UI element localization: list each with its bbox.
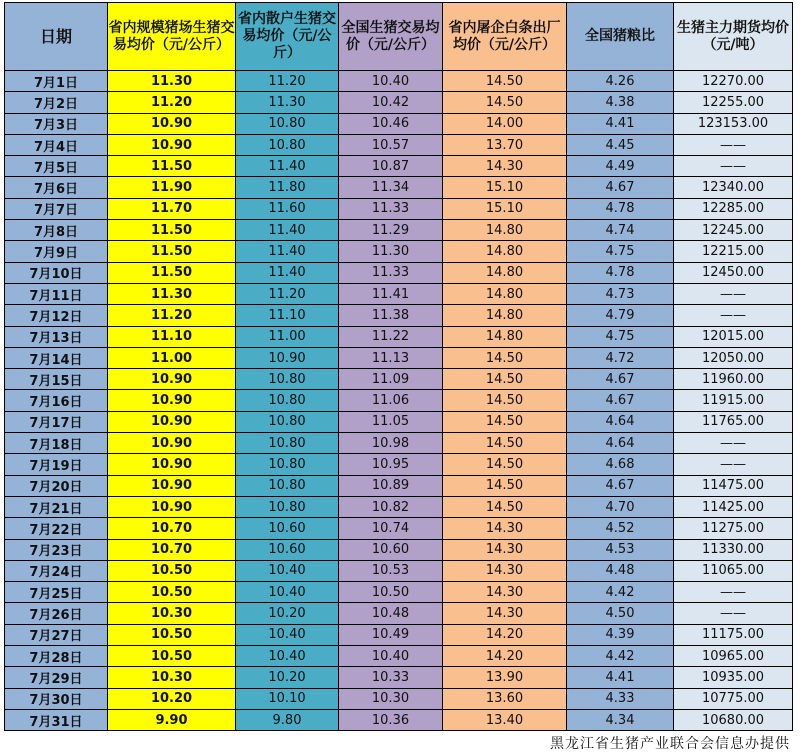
cell-retail-price: 11.80: [236, 177, 339, 198]
table-row: [5, 454, 793, 475]
cell-date: 7月4日: [5, 134, 108, 155]
cell-national-price: 10.82: [339, 496, 443, 517]
cell-futures-price: 10965.00: [674, 646, 793, 667]
cell-carcass-price: 14.30: [443, 539, 567, 560]
cell-retail-price: 11.10: [236, 305, 339, 326]
cell-futures-price: 12015.00: [674, 326, 793, 347]
cell-national-price: 10.40: [339, 71, 443, 92]
cell-futures-price: 12450.00: [674, 262, 793, 283]
cell-carcass-price: 15.10: [443, 177, 567, 198]
table-row: [5, 496, 793, 517]
cell-scale-farm-price: 10.70: [108, 539, 236, 560]
cell-date: 7月5日: [5, 156, 108, 177]
cell-futures-price: 123153.00: [674, 113, 793, 134]
table-row: [5, 283, 793, 304]
cell-scale-farm-price: 10.90: [108, 113, 236, 134]
cell-retail-price: 10.40: [236, 560, 339, 581]
cell-national-price: 11.38: [339, 305, 443, 326]
table-row: [5, 134, 793, 155]
cell-retail-price: 10.40: [236, 646, 339, 667]
cell-scale-farm-price: 10.90: [108, 411, 236, 432]
table-row: [5, 262, 793, 283]
cell-scale-farm-price: 10.90: [108, 454, 236, 475]
cell-scale-farm-price: 11.50: [108, 220, 236, 241]
cell-date: 7月20日: [5, 475, 108, 496]
table-row: [5, 667, 793, 688]
header-row: [5, 3, 793, 71]
cell-national-price: 11.05: [339, 411, 443, 432]
cell-carcass-price: 14.30: [443, 582, 567, 603]
cell-futures-price: ——: [674, 582, 793, 603]
table-row: [5, 603, 793, 624]
cell-retail-price: 10.80: [236, 433, 339, 454]
cell-carcass-price: 14.50: [443, 433, 567, 454]
table-row: [5, 177, 793, 198]
cell-national-price: 11.22: [339, 326, 443, 347]
cell-national-price: 11.34: [339, 177, 443, 198]
cell-futures-price: 10935.00: [674, 667, 793, 688]
header-scale-farm-price: 省内规模猪场生猪交易均价（元/公斤）: [108, 3, 236, 71]
cell-date: 7月28日: [5, 646, 108, 667]
cell-carcass-price: 14.30: [443, 560, 567, 581]
cell-date: 7月17日: [5, 411, 108, 432]
cell-national-price: 10.50: [339, 582, 443, 603]
cell-scale-farm-price: 11.00: [108, 347, 236, 368]
cell-date: 7月30日: [5, 688, 108, 709]
cell-pig-grain-ratio: 4.45: [567, 134, 674, 155]
cell-pig-grain-ratio: 4.50: [567, 603, 674, 624]
cell-retail-price: 11.20: [236, 71, 339, 92]
cell-carcass-price: 14.50: [443, 411, 567, 432]
cell-futures-price: 11425.00: [674, 496, 793, 517]
cell-pig-grain-ratio: 4.67: [567, 177, 674, 198]
cell-retail-price: 11.40: [236, 156, 339, 177]
cell-national-price: 10.48: [339, 603, 443, 624]
cell-date: 7月31日: [5, 709, 108, 730]
cell-national-price: 11.06: [339, 390, 443, 411]
cell-futures-price: 12340.00: [674, 177, 793, 198]
table-row: [5, 688, 793, 709]
cell-scale-farm-price: 11.30: [108, 71, 236, 92]
cell-retail-price: 10.40: [236, 582, 339, 603]
cell-national-price: 10.33: [339, 667, 443, 688]
cell-national-price: 10.89: [339, 475, 443, 496]
cell-retail-price: 10.80: [236, 411, 339, 432]
cell-carcass-price: 14.80: [443, 283, 567, 304]
cell-carcass-price: 14.50: [443, 369, 567, 390]
cell-date: 7月6日: [5, 177, 108, 198]
cell-pig-grain-ratio: 4.42: [567, 646, 674, 667]
table-row: [5, 113, 793, 134]
cell-pig-grain-ratio: 4.72: [567, 347, 674, 368]
cell-futures-price: 11765.00: [674, 411, 793, 432]
cell-futures-price: 11065.00: [674, 560, 793, 581]
cell-retail-price: 11.60: [236, 198, 339, 219]
table-row: [5, 241, 793, 262]
cell-pig-grain-ratio: 4.78: [567, 262, 674, 283]
table-row: [5, 92, 793, 113]
cell-scale-farm-price: 11.90: [108, 177, 236, 198]
cell-pig-grain-ratio: 4.67: [567, 369, 674, 390]
cell-pig-grain-ratio: 4.78: [567, 198, 674, 219]
table-row: [5, 582, 793, 603]
cell-national-price: 11.33: [339, 262, 443, 283]
cell-carcass-price: 14.50: [443, 454, 567, 475]
cell-scale-farm-price: 10.90: [108, 134, 236, 155]
cell-carcass-price: 14.50: [443, 475, 567, 496]
cell-pig-grain-ratio: 4.49: [567, 156, 674, 177]
cell-carcass-price: 14.30: [443, 518, 567, 539]
cell-retail-price: 11.20: [236, 283, 339, 304]
cell-pig-grain-ratio: 4.26: [567, 71, 674, 92]
cell-retail-price: 9.80: [236, 709, 339, 730]
cell-date: 7月23日: [5, 539, 108, 560]
cell-date: 7月1日: [5, 71, 108, 92]
cell-carcass-price: 13.90: [443, 667, 567, 688]
table-row: [5, 518, 793, 539]
header-carcass-price: 省内屠企白条出厂均价（元/公斤）: [443, 3, 567, 71]
cell-carcass-price: 14.20: [443, 646, 567, 667]
table-row: [5, 326, 793, 347]
cell-carcass-price: 14.80: [443, 241, 567, 262]
cell-carcass-price: 14.30: [443, 156, 567, 177]
cell-carcass-price: 14.50: [443, 92, 567, 113]
cell-carcass-price: 14.50: [443, 347, 567, 368]
cell-pig-grain-ratio: 4.41: [567, 113, 674, 134]
cell-futures-price: 10680.00: [674, 709, 793, 730]
table-row: [5, 646, 793, 667]
cell-national-price: 11.33: [339, 198, 443, 219]
cell-national-price: 11.41: [339, 283, 443, 304]
cell-futures-price: 11960.00: [674, 369, 793, 390]
cell-futures-price: 12050.00: [674, 347, 793, 368]
cell-national-price: 10.46: [339, 113, 443, 134]
header-retail-price: 省内散户生猪交易均价（元/公斤）: [236, 3, 339, 71]
cell-futures-price: 12255.00: [674, 92, 793, 113]
cell-futures-price: ——: [674, 283, 793, 304]
cell-retail-price: 10.60: [236, 539, 339, 560]
table-row: [5, 305, 793, 326]
cell-carcass-price: 14.80: [443, 220, 567, 241]
cell-pig-grain-ratio: 4.53: [567, 539, 674, 560]
cell-carcass-price: 14.80: [443, 262, 567, 283]
cell-scale-farm-price: 10.90: [108, 433, 236, 454]
table-body: [5, 71, 793, 731]
cell-pig-grain-ratio: 4.38: [567, 92, 674, 113]
cell-scale-farm-price: 10.50: [108, 624, 236, 645]
cell-date: 7月15日: [5, 369, 108, 390]
cell-futures-price: ——: [674, 134, 793, 155]
table-row: [5, 198, 793, 219]
cell-pig-grain-ratio: 4.68: [567, 454, 674, 475]
cell-futures-price: 10775.00: [674, 688, 793, 709]
cell-carcass-price: 14.50: [443, 496, 567, 517]
cell-pig-grain-ratio: 4.64: [567, 411, 674, 432]
cell-retail-price: 11.30: [236, 92, 339, 113]
cell-national-price: 10.87: [339, 156, 443, 177]
cell-date: 7月14日: [5, 347, 108, 368]
cell-scale-farm-price: 10.30: [108, 667, 236, 688]
cell-scale-farm-price: 11.50: [108, 241, 236, 262]
cell-carcass-price: 13.70: [443, 134, 567, 155]
cell-national-price: 11.13: [339, 347, 443, 368]
cell-retail-price: 10.10: [236, 688, 339, 709]
cell-retail-price: 10.80: [236, 134, 339, 155]
cell-pig-grain-ratio: 4.70: [567, 496, 674, 517]
cell-pig-grain-ratio: 4.52: [567, 518, 674, 539]
cell-date: 7月11日: [5, 283, 108, 304]
cell-scale-farm-price: 11.50: [108, 262, 236, 283]
cell-futures-price: ——: [674, 433, 793, 454]
cell-national-price: 10.36: [339, 709, 443, 730]
cell-pig-grain-ratio: 4.79: [567, 305, 674, 326]
header-pig-grain-ratio: 全国猪粮比: [567, 3, 674, 71]
table-row: [5, 624, 793, 645]
cell-date: 7月13日: [5, 326, 108, 347]
cell-pig-grain-ratio: 4.34: [567, 709, 674, 730]
cell-scale-farm-price: 10.90: [108, 390, 236, 411]
cell-date: 7月27日: [5, 624, 108, 645]
cell-scale-farm-price: 9.90: [108, 709, 236, 730]
cell-date: 7月3日: [5, 113, 108, 134]
cell-date: 7月16日: [5, 390, 108, 411]
cell-scale-farm-price: 10.90: [108, 475, 236, 496]
cell-date: 7月10日: [5, 262, 108, 283]
cell-retail-price: 10.80: [236, 475, 339, 496]
cell-retail-price: 10.40: [236, 624, 339, 645]
cell-national-price: 10.60: [339, 539, 443, 560]
cell-scale-farm-price: 11.20: [108, 305, 236, 326]
pig-price-table: [4, 2, 793, 731]
cell-pig-grain-ratio: 4.75: [567, 241, 674, 262]
cell-date: 7月29日: [5, 667, 108, 688]
table-row: [5, 369, 793, 390]
cell-scale-farm-price: 10.90: [108, 496, 236, 517]
cell-carcass-price: 14.80: [443, 326, 567, 347]
cell-carcass-price: 14.00: [443, 113, 567, 134]
table-row: [5, 475, 793, 496]
table-row: [5, 560, 793, 581]
cell-carcass-price: 13.40: [443, 709, 567, 730]
cell-date: 7月7日: [5, 198, 108, 219]
table-row: [5, 433, 793, 454]
cell-national-price: 10.53: [339, 560, 443, 581]
cell-national-price: 10.95: [339, 454, 443, 475]
cell-date: 7月9日: [5, 241, 108, 262]
cell-national-price: 10.57: [339, 134, 443, 155]
cell-futures-price: ——: [674, 454, 793, 475]
cell-retail-price: 11.40: [236, 220, 339, 241]
cell-carcass-price: 13.60: [443, 688, 567, 709]
cell-carcass-price: 14.50: [443, 390, 567, 411]
cell-scale-farm-price: 10.30: [108, 603, 236, 624]
cell-retail-price: 10.20: [236, 603, 339, 624]
cell-futures-price: ——: [674, 305, 793, 326]
cell-retail-price: 11.00: [236, 326, 339, 347]
table-row: [5, 156, 793, 177]
cell-pig-grain-ratio: 4.48: [567, 560, 674, 581]
cell-carcass-price: 14.50: [443, 71, 567, 92]
cell-pig-grain-ratio: 4.67: [567, 475, 674, 496]
table-row: [5, 539, 793, 560]
header-national-price: 全国生猪交易均价（元/公斤）: [339, 3, 443, 71]
cell-carcass-price: 14.20: [443, 624, 567, 645]
table-row: [5, 347, 793, 368]
cell-futures-price: 12270.00: [674, 71, 793, 92]
table-row: [5, 411, 793, 432]
cell-date: 7月22日: [5, 518, 108, 539]
cell-futures-price: 12245.00: [674, 220, 793, 241]
cell-national-price: 11.09: [339, 369, 443, 390]
cell-pig-grain-ratio: 4.64: [567, 433, 674, 454]
cell-futures-price: 11275.00: [674, 518, 793, 539]
source-note: 黑龙江省生猪产业联合会信息办提供: [550, 736, 790, 752]
cell-futures-price: ——: [674, 156, 793, 177]
cell-retail-price: 10.80: [236, 369, 339, 390]
cell-national-price: 10.49: [339, 624, 443, 645]
cell-pig-grain-ratio: 4.41: [567, 667, 674, 688]
cell-retail-price: 10.80: [236, 496, 339, 517]
cell-scale-farm-price: 11.20: [108, 92, 236, 113]
cell-retail-price: 10.60: [236, 518, 339, 539]
cell-national-price: 10.30: [339, 688, 443, 709]
cell-national-price: 10.42: [339, 92, 443, 113]
cell-futures-price: 11475.00: [674, 475, 793, 496]
cell-carcass-price: 14.80: [443, 305, 567, 326]
cell-pig-grain-ratio: 4.75: [567, 326, 674, 347]
cell-date: 7月25日: [5, 582, 108, 603]
cell-date: 7月24日: [5, 560, 108, 581]
cell-pig-grain-ratio: 4.67: [567, 390, 674, 411]
cell-scale-farm-price: 10.20: [108, 688, 236, 709]
table-row: [5, 71, 793, 92]
cell-retail-price: 11.40: [236, 241, 339, 262]
cell-scale-farm-price: 10.50: [108, 582, 236, 603]
cell-scale-farm-price: 10.50: [108, 560, 236, 581]
cell-futures-price: ——: [674, 603, 793, 624]
cell-carcass-price: 14.30: [443, 603, 567, 624]
cell-retail-price: 10.80: [236, 454, 339, 475]
cell-retail-price: 10.90: [236, 347, 339, 368]
cell-retail-price: 10.80: [236, 113, 339, 134]
cell-scale-farm-price: 10.50: [108, 646, 236, 667]
cell-national-price: 11.29: [339, 220, 443, 241]
cell-pig-grain-ratio: 4.39: [567, 624, 674, 645]
cell-date: 7月2日: [5, 92, 108, 113]
cell-futures-price: 11175.00: [674, 624, 793, 645]
cell-retail-price: 11.40: [236, 262, 339, 283]
cell-pig-grain-ratio: 4.42: [567, 582, 674, 603]
table-row: [5, 709, 793, 730]
cell-futures-price: 11915.00: [674, 390, 793, 411]
header-futures-price: 生猪主力期货均价（元/吨）: [674, 3, 793, 71]
table-row: [5, 220, 793, 241]
cell-scale-farm-price: 11.30: [108, 283, 236, 304]
cell-scale-farm-price: 11.70: [108, 198, 236, 219]
cell-national-price: 10.74: [339, 518, 443, 539]
cell-scale-farm-price: 10.90: [108, 369, 236, 390]
cell-date: 7月12日: [5, 305, 108, 326]
cell-pig-grain-ratio: 4.74: [567, 220, 674, 241]
cell-national-price: 10.98: [339, 433, 443, 454]
cell-pig-grain-ratio: 4.33: [567, 688, 674, 709]
cell-date: 7月21日: [5, 496, 108, 517]
cell-retail-price: 10.20: [236, 667, 339, 688]
cell-scale-farm-price: 11.50: [108, 156, 236, 177]
cell-carcass-price: 15.10: [443, 198, 567, 219]
cell-pig-grain-ratio: 4.73: [567, 283, 674, 304]
cell-date: 7月26日: [5, 603, 108, 624]
cell-futures-price: 12285.00: [674, 198, 793, 219]
table-row: [5, 390, 793, 411]
cell-scale-farm-price: 10.70: [108, 518, 236, 539]
cell-date: 7月19日: [5, 454, 108, 475]
cell-retail-price: 10.80: [236, 390, 339, 411]
cell-futures-price: 11330.00: [674, 539, 793, 560]
cell-date: 7月18日: [5, 433, 108, 454]
cell-futures-price: 12215.00: [674, 241, 793, 262]
cell-national-price: 11.30: [339, 241, 443, 262]
cell-date: 7月8日: [5, 220, 108, 241]
header-date: 日期: [5, 3, 108, 71]
cell-national-price: 10.40: [339, 646, 443, 667]
cell-scale-farm-price: 11.10: [108, 326, 236, 347]
